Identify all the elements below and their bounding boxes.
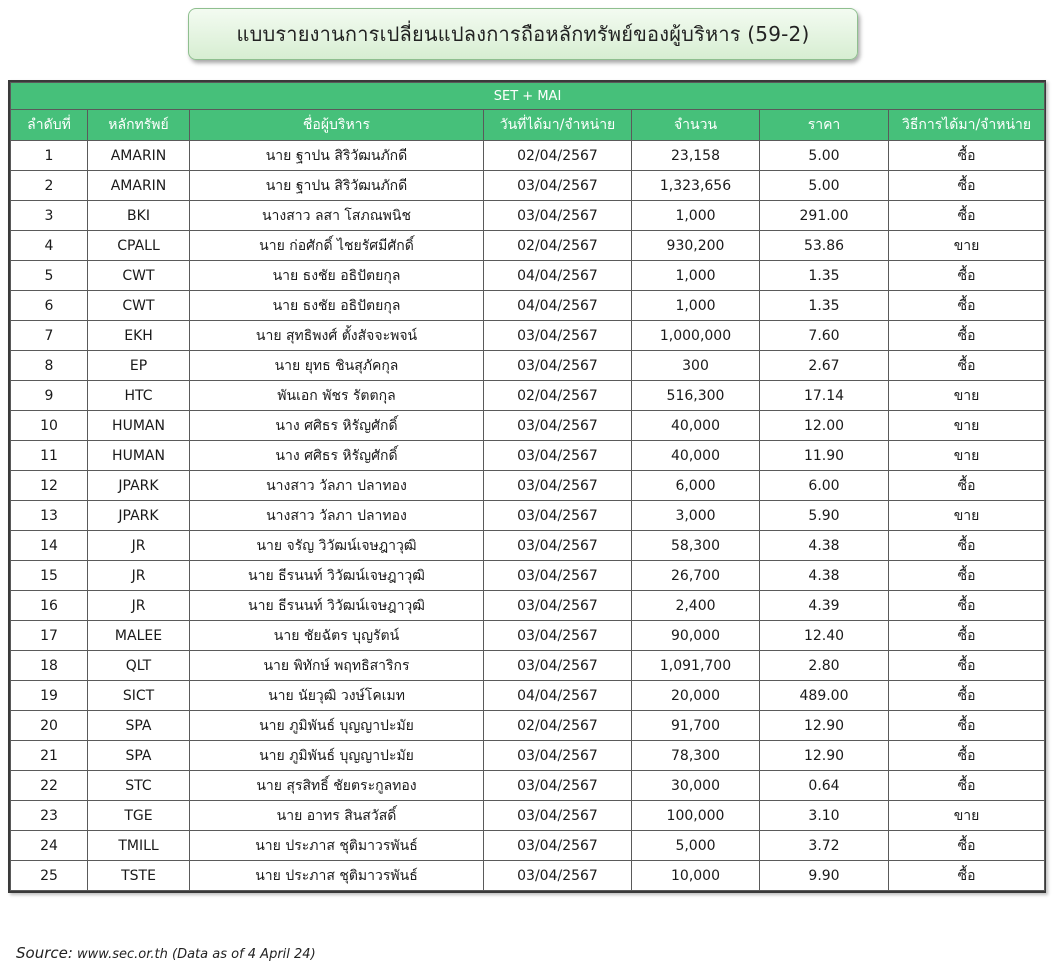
cell-no: 18: [11, 651, 88, 681]
table-row: [11, 291, 1045, 321]
cell-volume: 30,000: [632, 771, 760, 801]
cell-volume: 58,300: [632, 531, 760, 561]
cell-security: JR: [88, 561, 190, 591]
cell-executive: นาย ภูมิพันธ์ บุญญาปะมัย: [190, 741, 484, 771]
cell-price: 489.00: [760, 681, 889, 711]
cell-executive: นางสาว วัลภา ปลาทอง: [190, 501, 484, 531]
table-row: [11, 861, 1045, 891]
cell-volume: 10,000: [632, 861, 760, 891]
cell-security: CWT: [88, 261, 190, 291]
cell-executive: นาย ธีรนนท์ วิวัฒน์เจษฎาวุฒิ: [190, 591, 484, 621]
cell-security: TSTE: [88, 861, 190, 891]
table-row: [11, 381, 1045, 411]
table-row: [11, 201, 1045, 231]
cell-no: 24: [11, 831, 88, 861]
cell-date: 03/04/2567: [484, 771, 632, 801]
holdings-table: [10, 82, 1045, 891]
cell-no: 22: [11, 771, 88, 801]
cell-security: STC: [88, 771, 190, 801]
cell-price: 53.86: [760, 231, 889, 261]
table-row: [11, 321, 1045, 351]
cell-security: SPA: [88, 711, 190, 741]
table-row: [11, 711, 1045, 741]
cell-method: ซื้อ: [889, 711, 1045, 741]
cell-no: 7: [11, 321, 88, 351]
cell-security: TMILL: [88, 831, 190, 861]
cell-security: AMARIN: [88, 171, 190, 201]
cell-volume: 1,091,700: [632, 651, 760, 681]
cell-executive: นาย ประภาส ชุติมาวรพันธ์: [190, 831, 484, 861]
cell-no: 25: [11, 861, 88, 891]
cell-volume: 5,000: [632, 831, 760, 861]
table-row: [11, 681, 1045, 711]
table-row: [11, 171, 1045, 201]
cell-security: JR: [88, 591, 190, 621]
cell-volume: 26,700: [632, 561, 760, 591]
cell-date: 03/04/2567: [484, 171, 632, 201]
cell-date: 03/04/2567: [484, 861, 632, 891]
cell-executive: นางสาว ลสา โสภณพนิช: [190, 201, 484, 231]
table-row: [11, 141, 1045, 171]
cell-executive: นาย ธงชัย อธิปัตยกุล: [190, 261, 484, 291]
cell-no: 3: [11, 201, 88, 231]
cell-price: 7.60: [760, 321, 889, 351]
cell-executive: นาย ธีรนนท์ วิวัฒน์เจษฎาวุฒิ: [190, 561, 484, 591]
cell-date: 02/04/2567: [484, 381, 632, 411]
cell-method: ซื้อ: [889, 141, 1045, 171]
cell-date: 04/04/2567: [484, 261, 632, 291]
table-row: [11, 741, 1045, 771]
cell-date: 03/04/2567: [484, 591, 632, 621]
cell-price: 2.67: [760, 351, 889, 381]
cell-security: CPALL: [88, 231, 190, 261]
cell-executive: นาย พิทักษ์ พฤทธิสาริกร: [190, 651, 484, 681]
cell-method: ขาย: [889, 381, 1045, 411]
cell-volume: 100,000: [632, 801, 760, 831]
cell-method: ขาย: [889, 411, 1045, 441]
cell-date: 03/04/2567: [484, 741, 632, 771]
col-header-no: ลำดับที่: [11, 110, 88, 141]
cell-no: 11: [11, 441, 88, 471]
col-header-volume: จำนวน: [632, 110, 760, 141]
cell-price: 9.90: [760, 861, 889, 891]
table-row: [11, 231, 1045, 261]
cell-volume: 91,700: [632, 711, 760, 741]
cell-price: 12.00: [760, 411, 889, 441]
cell-volume: 3,000: [632, 501, 760, 531]
table-row: [11, 351, 1045, 381]
cell-method: ซื้อ: [889, 741, 1045, 771]
cell-security: HUMAN: [88, 411, 190, 441]
table-row: [11, 261, 1045, 291]
cell-method: ซื้อ: [889, 651, 1045, 681]
cell-date: 03/04/2567: [484, 831, 632, 861]
cell-executive: นาย ธงชัย อธิปัตยกุล: [190, 291, 484, 321]
cell-price: 12.90: [760, 741, 889, 771]
group-header: SET + MAI: [11, 83, 1045, 110]
table-row: [11, 471, 1045, 501]
cell-date: 03/04/2567: [484, 321, 632, 351]
cell-price: 11.90: [760, 441, 889, 471]
cell-no: 17: [11, 621, 88, 651]
cell-no: 21: [11, 741, 88, 771]
cell-price: 0.64: [760, 771, 889, 801]
cell-price: 12.90: [760, 711, 889, 741]
cell-executive: นาย ชัยฉัตร บุญรัตน์: [190, 621, 484, 651]
cell-security: MALEE: [88, 621, 190, 651]
cell-date: 03/04/2567: [484, 531, 632, 561]
cell-date: 03/04/2567: [484, 441, 632, 471]
cell-security: JPARK: [88, 471, 190, 501]
col-header-date: วันที่ได้มา/จำหน่าย: [484, 110, 632, 141]
cell-security: JPARK: [88, 501, 190, 531]
cell-price: 17.14: [760, 381, 889, 411]
cell-volume: 1,323,656: [632, 171, 760, 201]
table-row: [11, 591, 1045, 621]
cell-method: ซื้อ: [889, 681, 1045, 711]
cell-date: 02/04/2567: [484, 711, 632, 741]
cell-price: 5.00: [760, 171, 889, 201]
cell-date: 03/04/2567: [484, 351, 632, 381]
cell-no: 10: [11, 411, 88, 441]
cell-method: ซื้อ: [889, 291, 1045, 321]
cell-security: BKI: [88, 201, 190, 231]
cell-no: 16: [11, 591, 88, 621]
cell-price: 291.00: [760, 201, 889, 231]
cell-volume: 300: [632, 351, 760, 381]
cell-executive: นาย สุทธิพงศ์ ตั้งสัจจะพจน์: [190, 321, 484, 351]
cell-security: EKH: [88, 321, 190, 351]
cell-method: ซื้อ: [889, 771, 1045, 801]
col-header-security: หลักทรัพย์: [88, 110, 190, 141]
cell-method: ซื้อ: [889, 831, 1045, 861]
cell-executive: นาย ประภาส ชุติมาวรพันธ์: [190, 861, 484, 891]
cell-method: ขาย: [889, 441, 1045, 471]
cell-price: 3.10: [760, 801, 889, 831]
cell-price: 12.40: [760, 621, 889, 651]
cell-volume: 78,300: [632, 741, 760, 771]
cell-volume: 516,300: [632, 381, 760, 411]
cell-method: ซื้อ: [889, 321, 1045, 351]
cell-no: 20: [11, 711, 88, 741]
cell-price: 2.80: [760, 651, 889, 681]
cell-no: 19: [11, 681, 88, 711]
cell-price: 4.39: [760, 591, 889, 621]
cell-executive: นาย อาทร สินสวัสดิ์: [190, 801, 484, 831]
cell-price: 1.35: [760, 291, 889, 321]
cell-security: EP: [88, 351, 190, 381]
cell-price: 4.38: [760, 561, 889, 591]
cell-method: ขาย: [889, 501, 1045, 531]
cell-volume: 2,400: [632, 591, 760, 621]
cell-date: 03/04/2567: [484, 471, 632, 501]
cell-executive: นาย จรัญ วิวัฒน์เจษฎาวุฒิ: [190, 531, 484, 561]
cell-no: 6: [11, 291, 88, 321]
cell-price: 5.90: [760, 501, 889, 531]
cell-date: 03/04/2567: [484, 561, 632, 591]
table-row: [11, 651, 1045, 681]
table-row: [11, 441, 1045, 471]
cell-executive: นาย ฐาปน สิริวัฒนภักดี: [190, 141, 484, 171]
cell-volume: 1,000,000: [632, 321, 760, 351]
cell-method: ซื้อ: [889, 351, 1045, 381]
cell-date: 03/04/2567: [484, 621, 632, 651]
cell-no: 2: [11, 171, 88, 201]
cell-no: 9: [11, 381, 88, 411]
cell-volume: 20,000: [632, 681, 760, 711]
source-note: [16, 944, 316, 962]
cell-no: 5: [11, 261, 88, 291]
table-row: [11, 561, 1045, 591]
cell-date: 02/04/2567: [484, 141, 632, 171]
cell-no: 23: [11, 801, 88, 831]
cell-no: 15: [11, 561, 88, 591]
cell-price: 3.72: [760, 831, 889, 861]
cell-executive: นางสาว วัลภา ปลาทอง: [190, 471, 484, 501]
cell-price: 5.00: [760, 141, 889, 171]
cell-security: SICT: [88, 681, 190, 711]
cell-volume: 1,000: [632, 291, 760, 321]
cell-date: 03/04/2567: [484, 501, 632, 531]
cell-executive: นาย ก่อศักดิ์ ไชยรัศมีศักดิ์: [190, 231, 484, 261]
cell-volume: 1,000: [632, 201, 760, 231]
cell-date: 04/04/2567: [484, 291, 632, 321]
source-label: Source:: [16, 944, 73, 962]
cell-executive: นาย สุรสิทธิ์ ชัยตระกูลทอง: [190, 771, 484, 801]
cell-executive: นาย นัยวุฒิ วงษ์โคเมท: [190, 681, 484, 711]
cell-price: 4.38: [760, 531, 889, 561]
cell-date: 03/04/2567: [484, 411, 632, 441]
table-row: [11, 621, 1045, 651]
cell-security: SPA: [88, 741, 190, 771]
cell-date: 04/04/2567: [484, 681, 632, 711]
cell-volume: 6,000: [632, 471, 760, 501]
cell-volume: 1,000: [632, 261, 760, 291]
cell-method: ซื้อ: [889, 471, 1045, 501]
report-title: แบบรายงานการเปลี่ยนแปลงการถือหลักทรัพย์ของผู้บริหาร (59-2): [188, 8, 858, 60]
cell-method: ซื้อ: [889, 261, 1045, 291]
cell-method: ซื้อ: [889, 201, 1045, 231]
cell-security: CWT: [88, 291, 190, 321]
cell-no: 1: [11, 141, 88, 171]
cell-security: JR: [88, 531, 190, 561]
cell-price: 6.00: [760, 471, 889, 501]
cell-volume: 40,000: [632, 411, 760, 441]
table-row: [11, 771, 1045, 801]
cell-security: AMARIN: [88, 141, 190, 171]
cell-executive: นาง ศศิธร หิรัญศักดิ์: [190, 441, 484, 471]
cell-method: ซื้อ: [889, 561, 1045, 591]
table-body: [11, 141, 1045, 891]
cell-no: 4: [11, 231, 88, 261]
table-row: [11, 801, 1045, 831]
cell-executive: นาย ยุทธ ชินสุภัคกุล: [190, 351, 484, 381]
cell-executive: นาง ศศิธร หิรัญศักดิ์: [190, 411, 484, 441]
cell-no: 13: [11, 501, 88, 531]
cell-volume: 40,000: [632, 441, 760, 471]
cell-date: 03/04/2567: [484, 651, 632, 681]
cell-method: ซื้อ: [889, 591, 1045, 621]
cell-executive: นาย ภูมิพันธ์ บุญญาปะมัย: [190, 711, 484, 741]
table-row: [11, 831, 1045, 861]
cell-method: ซื้อ: [889, 171, 1045, 201]
cell-no: 8: [11, 351, 88, 381]
cell-no: 14: [11, 531, 88, 561]
cell-security: HUMAN: [88, 441, 190, 471]
cell-volume: 90,000: [632, 621, 760, 651]
cell-method: ซื้อ: [889, 531, 1045, 561]
cell-date: 02/04/2567: [484, 231, 632, 261]
table-row: [11, 531, 1045, 561]
source-text: www.sec.or.th (Data as of 4 April 24): [72, 947, 316, 962]
cell-no: 12: [11, 471, 88, 501]
col-header-executive: ชื่อผู้บริหาร: [190, 110, 484, 141]
cell-volume: 930,200: [632, 231, 760, 261]
cell-method: ขาย: [889, 801, 1045, 831]
cell-executive: พันเอก พัชร รัตตกุล: [190, 381, 484, 411]
table-row: [11, 501, 1045, 531]
cell-executive: นาย ฐาปน สิริวัฒนภักดี: [190, 171, 484, 201]
cell-security: QLT: [88, 651, 190, 681]
cell-method: ขาย: [889, 231, 1045, 261]
holdings-table-container: [8, 80, 1046, 893]
col-header-price: ราคา: [760, 110, 889, 141]
col-header-method: วิธีการได้มา/จำหน่าย: [889, 110, 1045, 141]
cell-method: ซื้อ: [889, 861, 1045, 891]
cell-date: 03/04/2567: [484, 201, 632, 231]
cell-price: 1.35: [760, 261, 889, 291]
cell-date: 03/04/2567: [484, 801, 632, 831]
table-row: [11, 411, 1045, 441]
cell-security: TGE: [88, 801, 190, 831]
cell-method: ซื้อ: [889, 621, 1045, 651]
cell-security: HTC: [88, 381, 190, 411]
cell-volume: 23,158: [632, 141, 760, 171]
